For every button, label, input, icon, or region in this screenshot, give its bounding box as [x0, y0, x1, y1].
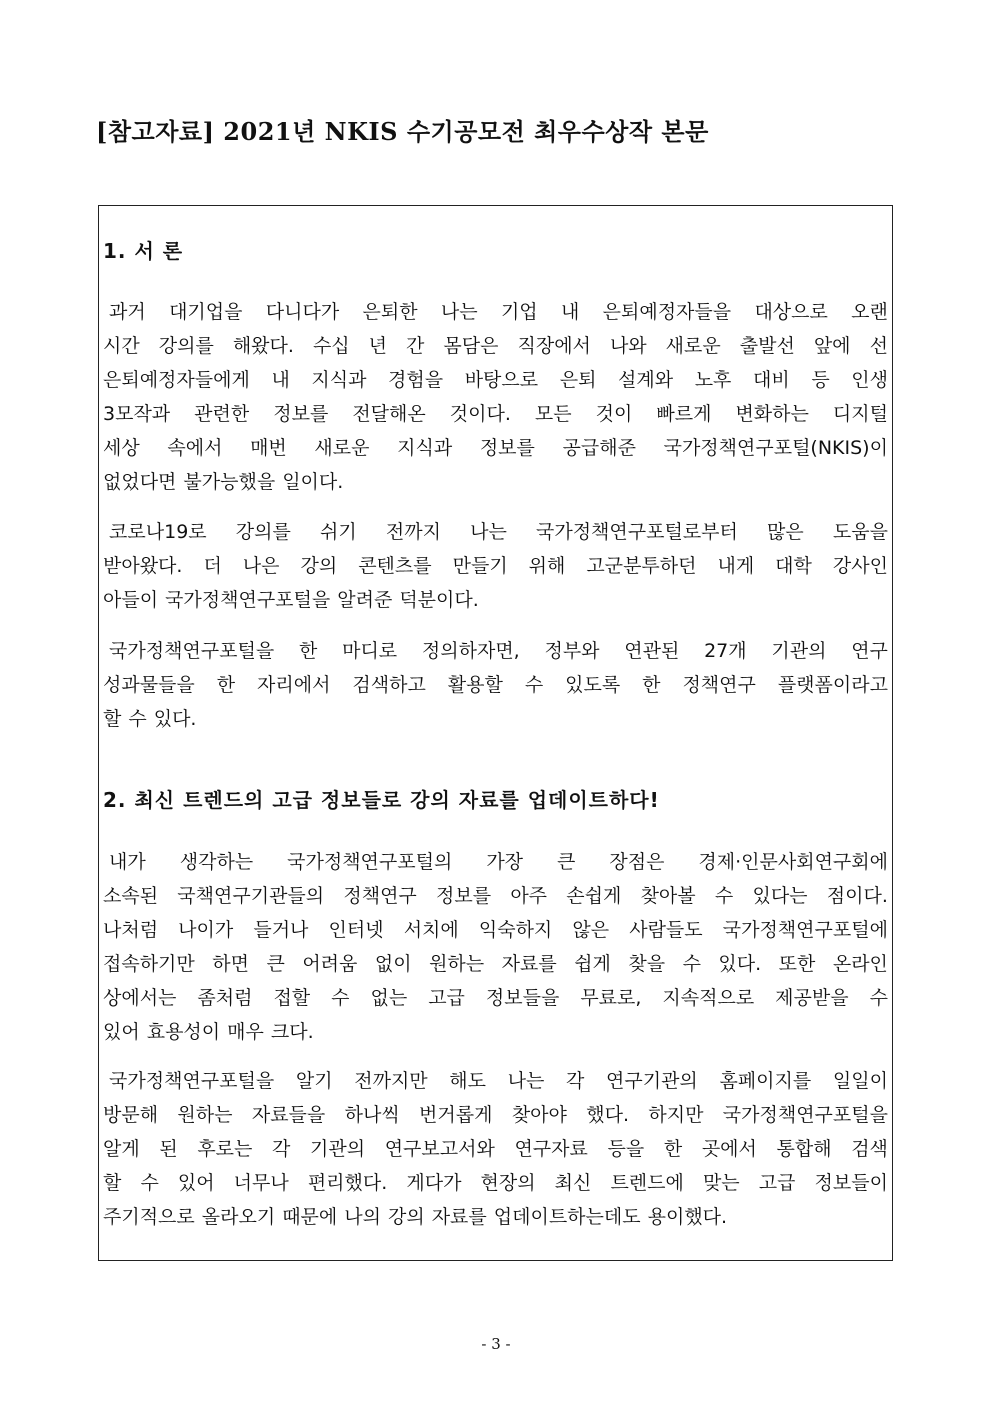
word: 쉽게	[574, 953, 611, 975]
word: 바탕으로	[464, 369, 539, 391]
word: 알게	[103, 1138, 140, 1160]
text-line	[103, 333, 888, 359]
word: 나는	[440, 301, 478, 323]
word: 빠르게	[656, 403, 712, 425]
word: 서치에	[403, 919, 459, 941]
word: 내	[560, 301, 580, 323]
word: 일일이	[832, 1070, 888, 1092]
word: 해도	[449, 1070, 487, 1092]
text-line	[103, 469, 888, 495]
word: 하지만	[648, 1104, 704, 1126]
word: 수	[869, 987, 888, 1009]
word: 27개	[704, 640, 747, 662]
word: 속에서	[167, 437, 223, 459]
word: 인생	[851, 369, 888, 391]
word: 연구	[851, 640, 888, 662]
text-line	[103, 951, 888, 977]
word: 대상으로	[754, 301, 828, 323]
word: 알기	[295, 1070, 333, 1092]
word: 매번	[250, 437, 287, 459]
word: 활용할	[447, 674, 503, 696]
text-line	[103, 299, 888, 325]
content-box	[98, 205, 893, 1261]
word: 코로나19로	[103, 521, 207, 543]
word: 지속적으로	[662, 987, 755, 1009]
text-line	[103, 672, 888, 698]
word: 찾아야	[511, 1104, 567, 1126]
word: 마디로	[342, 640, 398, 662]
word: 있다.	[718, 953, 762, 975]
word: 나는	[507, 1070, 545, 1092]
word: 알려준	[337, 589, 393, 611]
word: 제공받을	[775, 987, 849, 1009]
word: 국가정책연구포털을	[103, 640, 275, 662]
word: 있어	[103, 1021, 140, 1043]
word: 검색하고	[352, 674, 426, 696]
word: 방문해	[103, 1104, 159, 1126]
word: 몸담은	[443, 335, 499, 357]
text-line	[103, 1204, 888, 1230]
word: 국가정책연구포털에	[722, 919, 888, 941]
word: 고급	[428, 987, 465, 1009]
word: 지식과	[397, 437, 453, 459]
word: 국가정책연구포털의	[287, 851, 453, 873]
word: 콘텐츠를	[358, 555, 432, 577]
word: 경제·인문사회연구회에	[698, 851, 888, 873]
word: 없었다면	[103, 471, 177, 493]
word: 국가정책연구포털(NKIS)이	[663, 437, 888, 459]
word: 정보들이	[814, 1172, 888, 1194]
word: 세상	[103, 437, 140, 459]
word: 편리했다.	[307, 1172, 388, 1194]
word: 위해	[528, 555, 566, 577]
word: 원하는	[429, 953, 485, 975]
word: 많은	[767, 521, 804, 543]
word: 국가정책연구포털을	[722, 1104, 888, 1126]
word: 수	[331, 987, 350, 1009]
text-line	[103, 1102, 888, 1128]
word: 때문에	[282, 1206, 338, 1228]
word: 기업	[500, 301, 538, 323]
text-line	[103, 985, 888, 1011]
word: 있다.	[153, 708, 197, 730]
word: 정부와	[544, 640, 600, 662]
word: 있도록	[565, 674, 621, 696]
word: 원하는	[177, 1104, 233, 1126]
word: 더	[203, 555, 222, 577]
word: 곳에서	[701, 1138, 757, 1160]
word: 간	[406, 335, 425, 357]
text-line	[103, 1170, 888, 1196]
word: 찾아볼	[640, 885, 696, 907]
word: 매우	[227, 1021, 264, 1043]
word: 대학	[775, 555, 812, 577]
text-line	[103, 883, 888, 909]
word: 강의	[300, 555, 338, 577]
text-line	[103, 706, 888, 732]
word: 통합해	[776, 1138, 832, 1160]
word: 나이가	[178, 919, 234, 941]
word: 일이다.	[282, 471, 344, 493]
text-line	[103, 1068, 888, 1094]
section-heading-trends: 2. 최신 트렌드의 고급 정보들로 강의 자료를 업데이트하다!	[103, 788, 660, 812]
word: 아들이	[103, 589, 159, 611]
word: 주기적으로	[103, 1206, 195, 1228]
word: 오랜	[851, 301, 888, 323]
word: 각	[566, 1070, 585, 1092]
word: 어려움	[302, 953, 358, 975]
word: 공급해준	[562, 437, 636, 459]
word: 설계와	[618, 369, 674, 391]
text-line	[103, 1136, 888, 1162]
word: 아주	[510, 885, 548, 907]
word: 상에서는	[103, 987, 177, 1009]
word: 연구기관의	[606, 1070, 698, 1092]
word: 가장	[486, 851, 524, 873]
word: 변화하는	[735, 403, 809, 425]
text-line	[103, 587, 888, 613]
word: 홈페이지를	[719, 1070, 812, 1092]
word: 않은	[572, 919, 610, 941]
word: 했다.	[586, 1104, 629, 1126]
word: 내게	[717, 555, 755, 577]
word: 수	[682, 953, 701, 975]
word: 용이했다.	[647, 1206, 728, 1228]
word: 된	[159, 1138, 178, 1160]
word: 불가능했을	[183, 471, 276, 493]
word: 수	[714, 885, 734, 907]
word: 생각하는	[179, 851, 254, 873]
word: 접할	[273, 987, 311, 1009]
word: 덕분이다.	[399, 589, 479, 611]
word: 지식과	[311, 369, 367, 391]
word: 받아왔다.	[103, 555, 183, 577]
word: 과거	[103, 301, 146, 323]
word: 업데이트하는데도	[493, 1206, 641, 1228]
word: 나은	[242, 555, 280, 577]
word: 직장에서	[517, 335, 591, 357]
word: 하나씩	[344, 1104, 400, 1126]
word: 점이다.	[826, 885, 888, 907]
word: 기관의	[771, 640, 827, 662]
word: 내	[271, 369, 290, 391]
word: 정보를	[436, 885, 492, 907]
word: 정보를	[479, 437, 535, 459]
word: 소속된	[103, 885, 159, 907]
word: 앞에	[813, 335, 851, 357]
word: 강사인	[832, 555, 888, 577]
word: 전까지	[385, 521, 441, 543]
word: 연관된	[624, 640, 680, 662]
word: 노후	[694, 369, 732, 391]
word: 해왔다.	[232, 335, 294, 357]
word: 것이	[595, 403, 633, 425]
word: 시간	[103, 335, 140, 357]
word: 효용성이	[146, 1021, 221, 1043]
word: 너무나	[233, 1172, 289, 1194]
word: 자료들을	[251, 1104, 326, 1126]
word: 들거나	[253, 919, 309, 941]
word: 연구자료	[514, 1138, 588, 1160]
word: 트렌드에	[610, 1172, 684, 1194]
word: 디지털	[832, 403, 888, 425]
word: 큰	[557, 851, 576, 873]
word: 수	[128, 708, 147, 730]
word: 등을	[607, 1138, 645, 1160]
word: 정책연구	[682, 674, 756, 696]
word: 할	[103, 708, 122, 730]
word: 수십	[312, 335, 350, 357]
word: 올라오기	[201, 1206, 276, 1228]
word: 후로는	[197, 1138, 253, 1160]
word: 하면	[212, 953, 249, 975]
word: 있다는	[752, 885, 808, 907]
word: 다니다가	[265, 301, 340, 323]
word: 내가	[103, 851, 146, 873]
word: 국가정책연구포털을	[103, 1070, 275, 1092]
word: 현장의	[480, 1172, 536, 1194]
word: 번거롭게	[419, 1104, 493, 1126]
text-line	[103, 1019, 888, 1045]
word: 좀처럼	[197, 987, 253, 1009]
text-line	[103, 553, 888, 579]
word: 도움을	[832, 521, 888, 543]
word: 은퇴예정자들에게	[103, 369, 250, 391]
word: 쉬기	[320, 521, 357, 543]
word: 등	[811, 369, 830, 391]
word: 전까지만	[354, 1070, 428, 1092]
word: 자리에서	[257, 674, 331, 696]
word: 큰	[266, 953, 285, 975]
text-line	[103, 519, 888, 545]
word: 출발선	[739, 335, 795, 357]
word: 각	[272, 1138, 291, 1160]
document-title: [참고자료] 2021년 NKIS 수기공모전 최우수상작 본문	[96, 117, 709, 146]
word: 고군분투하던	[586, 555, 697, 577]
text-line	[103, 435, 888, 461]
word: 연구보고서와	[384, 1138, 495, 1160]
word: 나는	[470, 521, 507, 543]
word: 것이다.	[449, 403, 511, 425]
word: 게다가	[406, 1172, 462, 1194]
text-line	[103, 401, 888, 427]
word: 온라인	[832, 953, 888, 975]
word: 수	[524, 674, 544, 696]
word: 경험을	[388, 369, 444, 391]
word: 인터넷	[328, 919, 384, 941]
word: 강의를	[235, 521, 291, 543]
word: 손쉽게	[566, 885, 622, 907]
word: 접속하기만	[103, 953, 195, 975]
word: 새로운	[314, 437, 370, 459]
word: 자료를	[501, 953, 557, 975]
word: 기관의	[310, 1138, 366, 1160]
word: 대기업을	[169, 301, 243, 323]
word: 전달해온	[352, 403, 426, 425]
word: 찾을	[628, 953, 666, 975]
word: 만들기	[452, 555, 508, 577]
word: 한	[642, 674, 661, 696]
word: 또한	[778, 953, 816, 975]
word: 성과물들을	[103, 674, 195, 696]
section-heading-introduction: 1. 서 론	[103, 239, 184, 263]
word: 국책연구기관들의	[177, 885, 325, 907]
word: 자료를	[431, 1206, 487, 1228]
text-line	[103, 849, 888, 875]
word: 장점은	[609, 851, 665, 873]
word: 없이	[374, 953, 412, 975]
word: 맞는	[702, 1172, 740, 1194]
word: 한	[298, 640, 318, 662]
word: 사람들도	[629, 919, 703, 941]
word: 강의를	[158, 335, 214, 357]
word: 한	[663, 1138, 683, 1160]
word: 3모작과	[103, 403, 171, 425]
word: 익숙하지	[478, 919, 553, 941]
word: 정보들을	[485, 987, 560, 1009]
word: 은퇴한	[362, 301, 418, 323]
word: 모든	[534, 403, 572, 425]
text-line	[103, 638, 888, 664]
word: 있어	[177, 1172, 215, 1194]
word: 할	[103, 1172, 122, 1194]
word: 크다.	[270, 1021, 314, 1043]
word: 은퇴	[559, 369, 597, 391]
word: 선	[869, 335, 888, 357]
word: 나와	[609, 335, 647, 357]
word: 고급	[758, 1172, 796, 1194]
word: 나의	[344, 1206, 381, 1228]
word: 년	[368, 335, 388, 357]
word: 대비	[753, 369, 790, 391]
word: 관련한	[194, 403, 250, 425]
word: 국가정책연구포털을	[165, 589, 331, 611]
word: 수	[140, 1172, 159, 1194]
word: 나처럼	[103, 919, 159, 941]
word: 정책연구	[343, 885, 417, 907]
word: 없는	[370, 987, 408, 1009]
word: 최신	[554, 1172, 592, 1194]
text-line	[103, 367, 888, 393]
word: 강의	[387, 1206, 425, 1228]
word: 검색	[851, 1138, 888, 1160]
word: 플랫폼이라고	[777, 674, 888, 696]
page-number: - 3 -	[481, 1335, 511, 1353]
word: 무료로,	[580, 987, 642, 1009]
word: 한	[216, 674, 236, 696]
word: 정보를	[273, 403, 329, 425]
text-line	[103, 917, 888, 943]
word: 은퇴예정자들을	[602, 301, 732, 323]
word: 정의하자면,	[421, 640, 520, 662]
word: 국가정책연구포털로부터	[535, 521, 738, 543]
word: 새로운	[665, 335, 721, 357]
